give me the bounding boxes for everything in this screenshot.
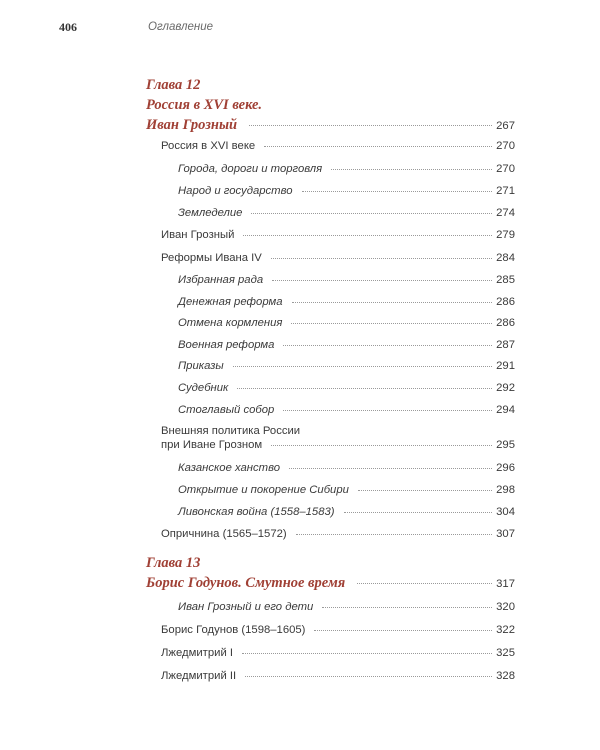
page-number: 406 — [59, 20, 77, 34]
entry-title: Земледелие — [178, 207, 243, 219]
dot-leader — [358, 490, 492, 491]
entry-title: Военная реформа — [178, 339, 275, 351]
chapter-title: Борис Годунов. Смутное время — [146, 575, 346, 591]
toc-subentry[interactable] — [178, 359, 515, 373]
dot-leader — [283, 345, 492, 346]
chapter-title: Иван Грозный — [146, 117, 238, 133]
toc-subentry[interactable] — [178, 461, 515, 475]
page-ref: 296 — [496, 462, 515, 474]
dot-leader — [331, 169, 492, 170]
page-ref: 286 — [496, 296, 515, 308]
entry-title: Отмена кормления — [178, 317, 283, 329]
dot-leader — [302, 191, 493, 192]
entry-title: Опричнина (1565–1572) — [161, 528, 287, 540]
dot-leader — [243, 235, 492, 236]
page-ref: 267 — [496, 120, 515, 132]
entry-title: Лжедмитрий II — [161, 670, 237, 682]
dot-leader — [249, 125, 492, 126]
page-ref: 328 — [496, 670, 515, 682]
entry-title: Денежная реформа — [178, 296, 283, 308]
toc-subentry[interactable] — [178, 338, 515, 352]
page-ref: 279 — [496, 229, 515, 241]
page-ref: 271 — [496, 185, 515, 197]
entry-title: Стоглавый собор — [178, 404, 275, 416]
dot-leader — [272, 280, 492, 281]
page-ref: 284 — [496, 252, 515, 264]
dot-leader — [344, 512, 493, 513]
toc-entry[interactable] — [161, 251, 515, 265]
dot-leader — [251, 213, 492, 214]
entry-title: Избранная рада — [178, 274, 264, 286]
page-ref: 285 — [496, 274, 515, 286]
dot-leader — [271, 258, 492, 259]
dot-leader — [289, 468, 492, 469]
page-ref: 317 — [496, 578, 515, 590]
entry-title: Города, дороги и торговля — [178, 163, 323, 175]
page-ref: 307 — [496, 528, 515, 540]
toc-entry[interactable] — [161, 228, 515, 242]
chapter-title-line: Россия в XVI веке. — [146, 97, 263, 113]
toc-subentry[interactable] — [178, 206, 515, 220]
toc-chapter-12[interactable] — [146, 75, 515, 136]
dot-leader — [357, 583, 492, 584]
page-ref: 294 — [496, 404, 515, 416]
page-ref: 295 — [496, 439, 515, 451]
toc-entry[interactable] — [161, 623, 515, 637]
dot-leader — [264, 146, 492, 147]
page-ref: 274 — [496, 207, 515, 219]
chapter-label: Глава 12 — [146, 77, 201, 93]
dot-leader — [233, 366, 492, 367]
toc-chapter-13[interactable] — [146, 553, 515, 594]
chapter-label: Глава 13 — [146, 555, 201, 571]
page-ref: 325 — [496, 647, 515, 659]
toc-subentry[interactable] — [178, 381, 515, 395]
toc-subentry[interactable] — [178, 316, 515, 330]
dot-leader — [283, 410, 492, 411]
page-ref: 304 — [496, 506, 515, 518]
toc-entry[interactable] — [161, 527, 515, 541]
dot-leader — [322, 607, 492, 608]
toc-entry[interactable] — [161, 669, 515, 683]
page-ref: 298 — [496, 484, 515, 496]
dot-leader — [245, 676, 492, 677]
page-ref: 270 — [496, 140, 515, 152]
toc-subentry[interactable] — [178, 273, 515, 287]
page-ref: 292 — [496, 382, 515, 394]
entry-title-line: Внешняя политика России — [161, 425, 301, 437]
entry-title: Иван Грозный и его дети — [178, 601, 314, 613]
entry-title: Борис Годунов (1598–1605) — [161, 624, 306, 636]
dot-leader — [271, 445, 492, 446]
entry-title: Россия в XVI веке — [161, 140, 256, 152]
page-ref: 320 — [496, 601, 515, 613]
dot-leader — [314, 630, 492, 631]
entry-title: Народ и государство — [178, 185, 293, 197]
toc-subentry[interactable] — [178, 162, 515, 176]
toc-subentry[interactable] — [178, 184, 515, 198]
dot-leader — [292, 302, 493, 303]
entry-title: Казанское ханство — [178, 462, 281, 474]
toc-subentry[interactable] — [178, 403, 515, 417]
page-ref: 286 — [496, 317, 515, 329]
entry-title: Ливонская война (1558–1583) — [178, 506, 335, 518]
entry-title: при Иване Грозном — [161, 439, 263, 451]
dot-leader — [296, 534, 492, 535]
entry-title: Приказы — [178, 360, 224, 372]
toc-entry[interactable] — [161, 646, 515, 660]
entry-title: Лжедмитрий I — [161, 647, 234, 659]
toc-entry[interactable] — [161, 424, 515, 452]
toc-subentry[interactable] — [178, 295, 515, 309]
entry-title: Иван Грозный — [161, 229, 235, 241]
toc-subentry[interactable] — [178, 483, 515, 497]
entry-title: Судебник — [178, 382, 229, 394]
page-ref: 322 — [496, 624, 515, 636]
running-title: Оглавление — [148, 21, 213, 33]
entry-title: Реформы Ивана IV — [161, 252, 262, 264]
toc-subentry[interactable] — [178, 505, 515, 519]
dot-leader — [291, 323, 492, 324]
dot-leader — [242, 653, 492, 654]
toc-subentry[interactable] — [178, 600, 515, 614]
toc-entry[interactable] — [161, 139, 515, 153]
page-ref: 287 — [496, 339, 515, 351]
page-ref: 291 — [496, 360, 515, 372]
dot-leader — [237, 388, 492, 389]
page-ref: 270 — [496, 163, 515, 175]
entry-title: Открытие и покорение Сибири — [178, 484, 349, 496]
